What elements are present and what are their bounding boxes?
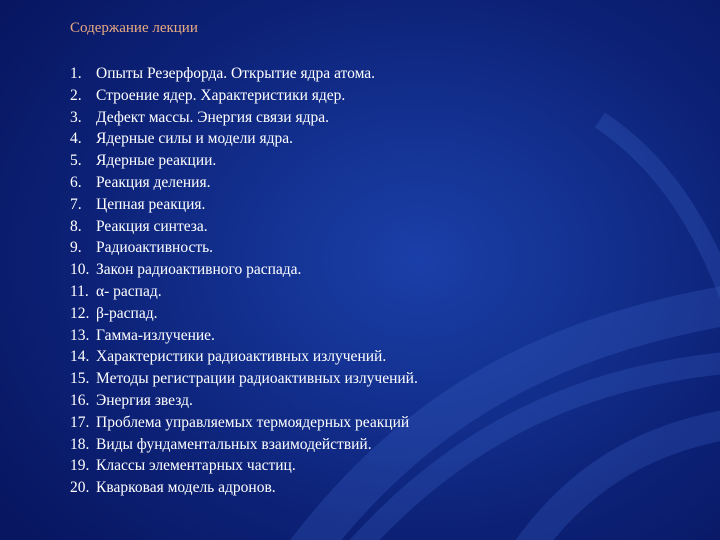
item-text: Реакция синтеза. [96,217,208,235]
item-number: 20. [70,479,90,497]
list-item [70,216,418,238]
list-item [70,325,418,347]
item-number: 14. [70,348,90,366]
list-item [70,281,418,303]
list-item [70,390,418,412]
list-item [70,455,418,477]
list-item [70,172,418,194]
item-number: 6. [70,173,82,191]
list-item [70,128,418,150]
item-number: 12. [70,304,90,322]
item-text: Виды фундаментальных взаимодействий. [96,435,372,453]
item-text: Ядерные силы и модели ядра. [96,130,293,148]
list-item [70,259,418,281]
item-text: Реакция деления. [96,173,211,191]
item-number: 17. [70,413,90,431]
item-number: 1. [70,65,82,82]
list-item [70,412,418,434]
item-text: Цепная реакция. [96,195,206,213]
item-number: 7. [70,195,82,213]
item-text: Радиоактивность. [96,239,214,257]
list-item [70,150,418,172]
lecture-contents-list [70,63,418,499]
item-text: Методы регистрации радиоактивных излучений. [96,370,418,388]
item-number: 8. [70,217,82,235]
list-item [70,346,418,368]
item-text: Кварковая модель адронов. [96,479,276,497]
item-text: Опыты Резерфорда. Открытие ядра атома. [96,65,376,82]
list-item [70,477,418,499]
item-text: Дефект массы. Энергия связи ядра. [96,108,329,126]
item-text: Характеристики радиоактивных излучений. [96,348,387,366]
item-number: 10. [70,261,90,279]
item-text: β-распад. [96,304,158,322]
list-item [70,237,418,259]
item-number: 11. [70,282,89,300]
list-item [70,368,418,390]
list-item [70,303,418,325]
item-number: 9. [70,239,82,257]
item-text: Гамма-излучение. [96,326,215,344]
item-number: 16. [70,391,90,409]
item-text: Закон радиоактивного распада. [96,261,302,279]
item-number: 5. [70,152,82,170]
item-text: Строение ядер. Характеристики ядер. [96,86,346,104]
item-number: 4. [70,130,82,148]
item-number: 15. [70,370,90,388]
slide-title: Содержание лекции [70,20,198,36]
list-item [70,434,418,456]
item-text: Ядерные реакции. [96,152,217,170]
item-number: 18. [70,435,90,453]
item-number: 3. [70,108,82,126]
list-item [70,194,418,216]
item-text: Проблема управляемых термоядерных реакций [96,413,410,431]
item-number: 2. [70,86,82,104]
list-item [70,107,418,129]
list-item [70,85,418,107]
item-number: 19. [70,457,90,475]
item-number: 13. [70,326,90,344]
item-text: α- распад. [96,282,162,300]
item-text: Классы элементарных частиц. [96,457,296,475]
item-text: Энергия звезд. [96,391,193,409]
list-item [70,63,418,85]
